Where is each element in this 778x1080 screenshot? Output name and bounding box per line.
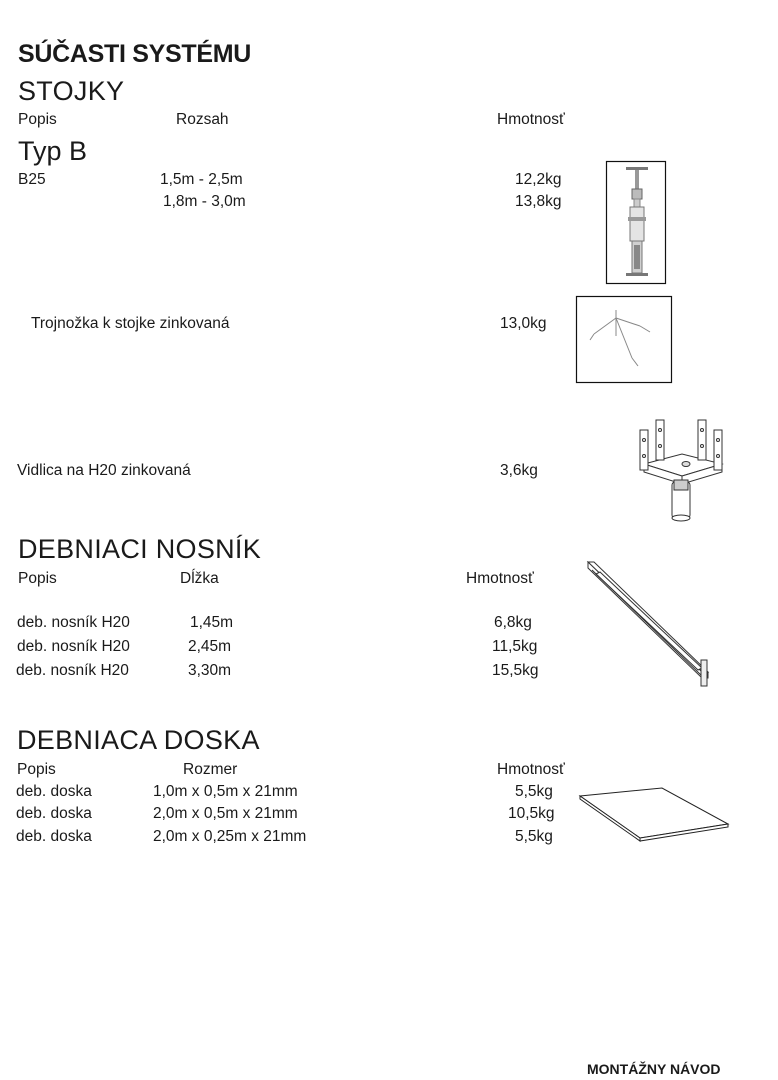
stojka-row-range: 1,8m - 3,0m (163, 193, 246, 210)
vidlica-weight: 3,6kg (500, 462, 538, 479)
nosnik-row-name: deb. nosník H20 (17, 638, 130, 655)
doska-row-size: 2,0m x 0,5m x 21mm (153, 805, 298, 822)
stojka-row-weight: 12,2kg (515, 171, 562, 188)
beam-h20-image (586, 560, 712, 690)
col-header-popis: Popis (17, 761, 56, 778)
tripod-image (576, 296, 672, 384)
doska-row-weight: 5,5kg (515, 828, 553, 845)
col-header-hmotnost: Hmotnosť (466, 570, 534, 587)
nosnik-row-length: 2,45m (188, 638, 232, 655)
col-header-popis: Popis (18, 570, 57, 587)
section-heading-nosnik: DEBNIACI NOSNÍK (18, 534, 262, 564)
trojnozka-label: Trojnožka k stojke zinkovaná (31, 315, 230, 332)
col-header-popis: Popis (18, 111, 57, 128)
stojka-row-name: B25 (18, 171, 46, 188)
nosnik-row-length: 3,30m (188, 662, 232, 679)
col-header-rozmer: Rozmer (183, 761, 238, 778)
doska-row-name: deb. doska (16, 805, 92, 822)
doska-row-weight: 10,5kg (508, 805, 555, 822)
doska-row-size: 1,0m x 0,5m x 21mm (153, 783, 298, 800)
page-title: SÚČASTI SYSTÉMU (18, 40, 252, 68)
footer-label: MONTÁŽNY NÁVOD (587, 1061, 721, 1077)
doska-row-weight: 5,5kg (515, 783, 553, 800)
section-heading-stojky: STOJKY (18, 76, 125, 106)
col-header-hmotnost: Hmotnosť (497, 761, 565, 778)
col-header-dlzka: Dĺžka (180, 570, 219, 587)
stojka-prop-image (606, 161, 666, 285)
subheading-typ-b: Typ B (18, 136, 88, 166)
vidlica-label: Vidlica na H20 zinkovaná (17, 462, 191, 479)
nosnik-row-weight: 15,5kg (492, 662, 539, 679)
nosnik-row-weight: 11,5kg (492, 638, 538, 655)
section-heading-doska: DEBNIACA DOSKA (17, 725, 260, 755)
stojka-row-weight: 13,8kg (515, 193, 562, 210)
formwork-board-image (578, 786, 732, 848)
doska-row-size: 2,0m x 0,25m x 21mm (153, 828, 307, 845)
nosnik-row-weight: 6,8kg (494, 614, 532, 631)
doska-row-name: deb. doska (16, 783, 92, 800)
fork-head-image (636, 414, 728, 524)
stojka-row-range: 1,5m - 2,5m (160, 171, 243, 188)
trojnozka-weight: 13,0kg (500, 315, 547, 332)
doska-row-name: deb. doska (16, 828, 92, 845)
nosnik-row-name: deb. nosník H20 (17, 614, 130, 631)
col-header-hmotnost: Hmotnosť (497, 111, 565, 128)
nosnik-row-length: 1,45m (190, 614, 234, 631)
nosnik-row-name: deb. nosník H20 (16, 662, 129, 679)
col-header-rozsah: Rozsah (176, 111, 229, 128)
